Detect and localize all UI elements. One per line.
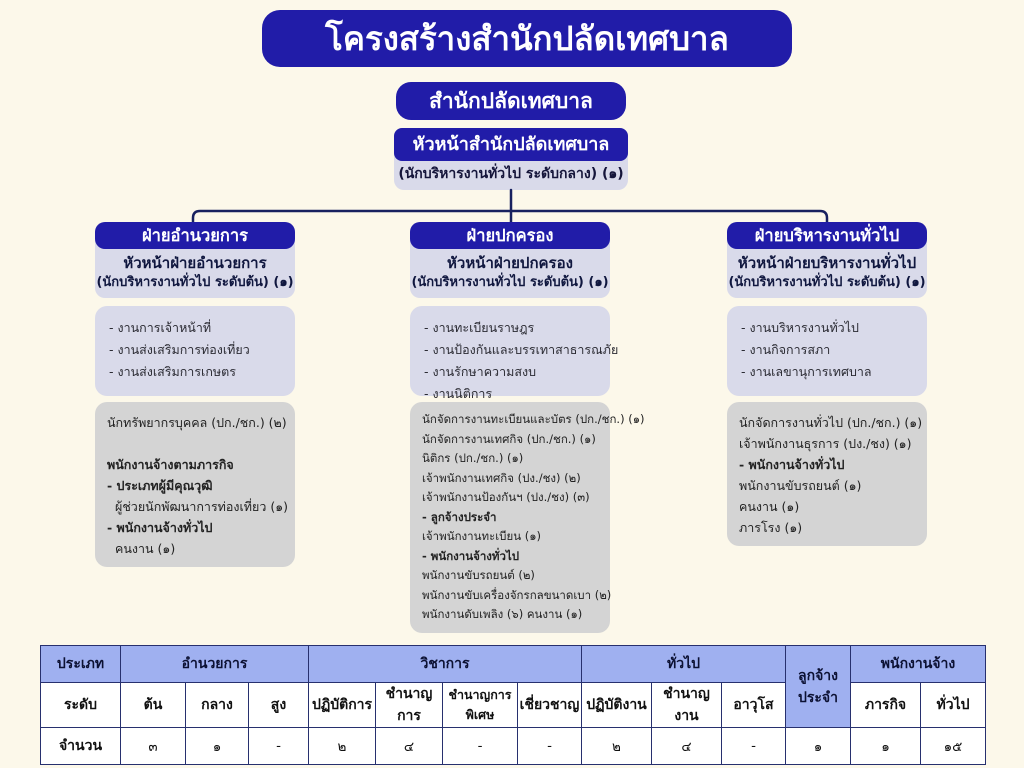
level-cell: กลาง bbox=[186, 683, 249, 728]
level-cell: สูง bbox=[249, 683, 309, 728]
branch-pokkhrong bbox=[410, 222, 645, 633]
page-title: โครงสร้างสำนักปลัดเทศบาล bbox=[262, 10, 792, 67]
task-item: - งานป้องกันและบรรเทาสาธารณภัย bbox=[424, 342, 619, 357]
count-cell: ๔ bbox=[376, 728, 443, 765]
task-item: - งานกิจการสภา bbox=[741, 342, 831, 357]
branch-title: ฝ่ายอำนวยการ bbox=[95, 222, 295, 249]
level-cell: ปฏิบัติการ bbox=[309, 683, 376, 728]
header-type: ประเภท bbox=[41, 646, 121, 683]
task-item: - งานการเจ้าหน้าที่ bbox=[109, 320, 212, 335]
level-cell: ภารกิจ bbox=[851, 683, 921, 728]
branch-head-block bbox=[410, 222, 610, 298]
staff-item: - พนักงานจ้างทั่วไป bbox=[739, 457, 845, 472]
header-group-amnuaykan: อำนวยการ bbox=[121, 646, 309, 683]
task-item: - งานบริหารงานทั่วไป bbox=[741, 320, 859, 335]
header-lukchang-pracham: ลูกจ้างประจำ bbox=[786, 646, 851, 728]
staff-item: - พนักงานจ้างทั่วไป bbox=[422, 548, 520, 563]
staff-item: นักทรัพยากรบุคคล (ปก./ชก.) (๒) bbox=[107, 415, 287, 430]
count-cell: ๑ bbox=[851, 728, 921, 765]
row-label-level: ระดับ bbox=[41, 683, 121, 728]
count-cell: ๑ bbox=[186, 728, 249, 765]
level-cell: ต้น bbox=[121, 683, 186, 728]
staff-item: นักจัดการงานเทศกิจ (ปก./ชก.) (๑) bbox=[422, 431, 596, 446]
table-header-row-groups bbox=[41, 646, 986, 683]
staff-item: ภารโรง (๑) bbox=[739, 520, 803, 535]
branch-head-name: หัวหน้าฝ่ายบริหารงานทั่วไป bbox=[737, 254, 917, 272]
task-item: - งานทะเบียนราษฎร bbox=[424, 320, 535, 335]
staff-item: พนักงานจ้างตามภารกิจ bbox=[107, 457, 234, 472]
office-box: สำนักปลัดเทศบาล bbox=[396, 82, 626, 120]
branch-borihan-thuapai bbox=[727, 222, 927, 546]
level-cell: ปฏิบัติงาน bbox=[582, 683, 652, 728]
staff-item: พนักงานดับเพลิง (๖) คนงาน (๑) bbox=[422, 607, 583, 621]
count-cell: - bbox=[443, 728, 518, 765]
staff-item: - ลูกจ้างประจำ bbox=[422, 509, 497, 524]
level-cell: ชำนาญการ bbox=[376, 683, 443, 728]
staff-item: นักจัดการงานทั่วไป (ปก./ชก.) (๑) bbox=[739, 415, 923, 430]
staff-item: นิติกร (ปก./ชก.) (๑) bbox=[422, 451, 524, 465]
staff-item: นักจัดการงานทะเบียนและบัตร (ปก./ชก.) (๑) bbox=[422, 412, 645, 426]
branch-title: ฝ่ายบริหารงานทั่วไป bbox=[727, 222, 927, 249]
branch-head-level: (นักบริหารงานทั่วไป ระดับต้น) (๑) bbox=[728, 275, 926, 290]
branch-head-block bbox=[95, 222, 295, 298]
branch-head-level: (นักบริหารงานทั่วไป ระดับต้น) (๑) bbox=[411, 275, 609, 290]
level-cell: ชำนาญงาน bbox=[652, 683, 722, 728]
branch-amnuaykan bbox=[95, 222, 295, 567]
count-cell: ๔ bbox=[652, 728, 722, 765]
branch-head-name: หัวหน้าฝ่ายปกครอง bbox=[447, 254, 573, 272]
task-item: - งานเลขานุการเทศบาล bbox=[741, 364, 872, 379]
branch-tasks-box bbox=[410, 306, 619, 401]
branch-tasks-box bbox=[95, 306, 295, 396]
head-of-office-box bbox=[394, 128, 628, 190]
branch-head-block bbox=[727, 222, 927, 298]
staff-item: พนักงานขับเครื่องจักรกลขนาดเบา (๒) bbox=[422, 587, 612, 602]
staff-item: พนักงานขับรถยนต์ (๒) bbox=[422, 568, 535, 582]
count-cell: - bbox=[518, 728, 582, 765]
task-item: - งานส่งเสริมการเกษตร bbox=[109, 364, 236, 379]
staffing-summary-table bbox=[40, 645, 986, 765]
header-group-phanakngan-chang: พนักงานจ้าง bbox=[851, 646, 986, 683]
count-cell: ๑๕ bbox=[921, 728, 986, 765]
branch-head-level: (นักบริหารงานทั่วไป ระดับต้น) (๑) bbox=[96, 275, 294, 290]
count-cell: ๑ bbox=[786, 728, 851, 765]
row-label-count: จำนวน bbox=[41, 728, 121, 765]
level-cell: ชำนาญการพิเศษ bbox=[443, 683, 518, 728]
staff-item: เจ้าพนักงานเทศกิจ (ปง./ชง) (๒) bbox=[422, 470, 581, 485]
staff-item: คนงาน (๑) bbox=[739, 499, 800, 514]
count-cell: ๒ bbox=[582, 728, 652, 765]
staff-item: - ประเภทผู้มีคุณวุฒิ bbox=[107, 478, 213, 493]
count-cell: - bbox=[249, 728, 309, 765]
head-of-office-title: หัวหน้าสำนักปลัดเทศบาล bbox=[394, 128, 628, 161]
level-cell: ทั่วไป bbox=[921, 683, 986, 728]
staff-gap bbox=[107, 433, 291, 454]
staff-item: เจ้าพนักงานธุรการ (ปง./ชง) (๑) bbox=[739, 436, 912, 451]
staff-item: เจ้าพนักงานทะเบียน (๑) bbox=[422, 529, 541, 543]
branch-staff-box bbox=[95, 402, 295, 567]
level-cell: อาวุโส bbox=[722, 683, 786, 728]
table-count-row bbox=[41, 728, 986, 765]
staff-item: พนักงานขับรถยนต์ (๑) bbox=[739, 478, 862, 493]
level-cell: เชี่ยวชาญ bbox=[518, 683, 582, 728]
staff-item: คนงาน (๑) bbox=[115, 541, 176, 556]
branch-title: ฝ่ายปกครอง bbox=[410, 222, 610, 249]
staff-item: - พนักงานจ้างทั่วไป bbox=[107, 520, 213, 535]
count-cell: - bbox=[722, 728, 786, 765]
branch-tasks-box bbox=[727, 306, 927, 396]
header-group-thuapai: ทั่วไป bbox=[582, 646, 786, 683]
staff-item: ผู้ช่วยนักพัฒนาการท่องเที่ยว (๑) bbox=[115, 499, 289, 514]
staff-item: เจ้าพนักงานป้องกันฯ (ปง./ชง) (๓) bbox=[422, 490, 590, 504]
branch-staff-box bbox=[727, 402, 927, 546]
task-item: - งานส่งเสริมการท่องเที่ยว bbox=[109, 342, 250, 357]
header-group-wichakan: วิชาการ bbox=[309, 646, 582, 683]
head-of-office-level: (นักบริหารงานทั่วไป ระดับกลาง) (๑) bbox=[398, 166, 624, 182]
branch-head-name: หัวหน้าฝ่ายอำนวยการ bbox=[123, 254, 267, 272]
task-item: - งานนิติการ bbox=[424, 386, 493, 401]
count-cell: ๒ bbox=[309, 728, 376, 765]
branch-staff-box bbox=[410, 402, 645, 633]
task-item: - งานรักษาความสงบ bbox=[424, 364, 536, 379]
count-cell: ๓ bbox=[121, 728, 186, 765]
